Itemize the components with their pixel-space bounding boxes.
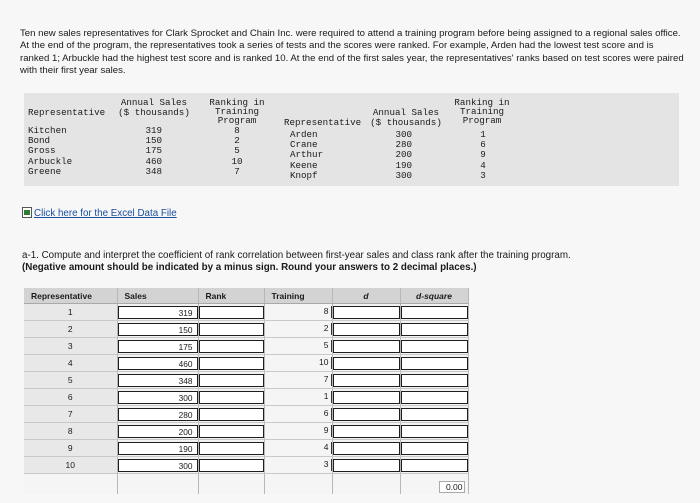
sales-input[interactable] [118,408,198,421]
rep-rank: 3 [480,169,486,181]
d-input[interactable] [333,442,400,455]
training-cell [264,372,332,389]
d-input[interactable] [333,340,400,353]
rank-cell[interactable] [198,440,264,457]
training-cell [264,304,332,321]
training-cell [264,321,332,338]
rank-input[interactable] [199,306,264,319]
table-row [24,338,468,355]
d-square-cell[interactable] [400,440,468,457]
rep-number: 5 [24,372,117,389]
d-square-input[interactable] [401,408,468,421]
rank-input[interactable] [199,323,264,336]
d-square-input[interactable] [401,323,468,336]
training-value: 5 [323,340,329,351]
training-value: 6 [323,408,329,419]
rep-rank: 10 [231,155,243,167]
rank-cell[interactable] [198,423,264,440]
sales-value: 319 [178,307,193,318]
table-row [24,389,468,406]
training-value: 8 [323,306,329,317]
d-square-input[interactable] [401,391,468,404]
sales-cell[interactable] [117,389,198,406]
rank-cell[interactable] [198,406,264,423]
left-names [28,126,72,177]
rep-name: Kitchen [28,125,67,136]
rank-input[interactable] [199,374,264,387]
rank-cell[interactable] [198,457,264,474]
rep-sales: 300 [395,129,412,140]
header-text: Training [459,106,505,117]
col-header-training: Training [264,288,332,304]
d-input[interactable] [333,323,400,336]
header-text: Ranking in [454,97,510,108]
question-block [22,250,682,274]
sales-cell[interactable] [117,372,198,389]
d-square-cell[interactable] [400,389,468,406]
rep-sales: 200 [395,149,412,161]
grid-total-row [24,474,468,495]
training-value: 10 [319,357,329,368]
header-annual-sales-right [364,108,448,128]
training-value: 4 [323,442,329,453]
rank-input[interactable] [199,340,264,353]
sales-value: 460 [178,358,193,369]
rep-number: 2 [24,321,117,338]
data-table-panel [24,93,679,186]
d-square-cell[interactable] [400,457,468,474]
d-square-cell[interactable] [400,321,468,338]
rep-name: Gross [28,145,56,157]
d-square-input[interactable] [401,442,468,455]
rep-number: 1 [24,304,117,321]
answer-grid [24,288,469,494]
d-cell[interactable] [332,389,400,406]
training-value: 2 [323,323,329,334]
right-sales [382,130,412,181]
sales-input[interactable] [118,306,198,319]
header-annual-sales-left [112,98,196,118]
rank-cell[interactable] [198,355,264,372]
d-square-input[interactable] [401,357,468,370]
training-value: 3 [323,459,329,470]
rep-name: Greene [28,165,62,177]
table-row [24,304,468,321]
d-input[interactable] [333,306,400,319]
d-square-cell[interactable] [400,372,468,389]
sales-value: 300 [178,460,193,471]
d-input[interactable] [333,408,400,421]
d-cell[interactable] [332,321,400,338]
table-row [24,440,468,457]
d-cell[interactable] [332,304,400,321]
rep-sales: 150 [145,135,162,147]
table-row [24,372,468,389]
col-header-d-square: d-square [400,288,468,304]
training-cell [264,423,332,440]
d-cell[interactable] [332,423,400,440]
excel-data-file-link[interactable] [22,207,177,219]
left-ranks [224,126,250,177]
training-cell [264,406,332,423]
grid-header-row [24,288,468,304]
col-header-d: d [332,288,400,304]
d-input[interactable] [333,425,400,438]
sales-input[interactable] [118,340,198,353]
rep-rank: 6 [480,139,486,151]
sales-input[interactable] [118,442,198,455]
right-ranks [470,130,496,181]
sales-value: 175 [178,341,193,352]
header-text: Representative [28,107,106,118]
header-text: Program [462,115,502,126]
sales-value: 348 [178,375,193,386]
sales-input[interactable] [118,374,198,387]
training-cell [264,440,332,457]
training-value: 1 [323,391,329,402]
header-text: Ranking in [209,97,265,108]
sales-input[interactable] [118,425,198,438]
rep-name: Arthur [290,149,324,161]
header-ranking-left [204,98,270,125]
rep-rank: 8 [234,125,240,136]
rank-cell[interactable] [198,321,264,338]
rep-rank: 7 [234,165,240,177]
sales-value: 190 [178,443,193,454]
excel-file-icon [22,207,32,218]
rank-input[interactable] [199,357,264,370]
d-square-cell[interactable] [400,406,468,423]
d-input[interactable] [333,459,400,472]
rep-sales: 460 [145,155,162,167]
header-text: ($ thousands) [118,107,190,119]
rep-rank: 2 [234,135,240,147]
sales-input[interactable] [118,357,198,370]
table-row [24,423,468,440]
excel-link-text[interactable]: Click here for the Excel Data File [34,208,177,219]
sales-value: 280 [178,409,193,420]
d-square-total: 0.00 [439,481,465,493]
intro-paragraph: Ten new sales representatives for Clark Sprocket and Chain Inc. were required to attend a training program before being assigned to a regional sales office. At the end of the program, the representatives took a series of tests and the scores were ranked. For example, Arden had the lowest test score and is ranked 1; Arbuckle had the highest test score and is ranked 10. At the end of the first sales year, the representatives' ranks based on test scores were paired with their first year sales. [20,28,684,76]
header-text: Representative [284,117,362,128]
rep-number: 8 [24,423,117,440]
d-cell[interactable] [332,338,400,355]
d-input[interactable] [333,374,400,387]
rep-name: Crane [290,139,318,151]
table-row [24,406,468,423]
rep-rank: 1 [480,129,486,140]
d-square-cell[interactable] [400,338,468,355]
d-square-cell[interactable] [400,355,468,372]
sales-input[interactable] [118,459,198,472]
col-header-representative: Representative [24,288,117,304]
rep-number: 6 [24,389,117,406]
rep-rank: 4 [480,159,486,171]
sales-cell[interactable] [117,355,198,372]
rep-sales: 280 [395,139,412,151]
d-cell[interactable] [332,372,400,389]
rep-name: Keene [290,159,318,171]
sales-value: 150 [178,324,193,335]
sales-cell[interactable] [117,304,198,321]
col-header-sales: Sales [117,288,198,304]
rank-cell[interactable] [198,304,264,321]
training-cell [264,338,332,355]
rank-input[interactable] [199,408,264,421]
sales-cell[interactable] [117,423,198,440]
header-text: Annual Sales [120,97,188,108]
question-text: a-1. Compute and interpret the coefficient of rank correlation between first-year sales and class rank after the training program. [22,250,571,261]
rep-name: Bond [28,135,51,147]
rank-cell[interactable] [198,389,264,406]
d-square-input[interactable] [401,374,468,387]
sales-cell[interactable] [117,321,198,338]
header-text: Annual Sales [372,107,440,118]
sales-cell[interactable] [117,457,198,474]
d-square-input[interactable] [401,306,468,319]
table-row [24,457,468,474]
header-text: ($ thousands) [370,117,442,129]
rep-name: Knopf [290,169,318,181]
training-cell [264,457,332,474]
d-square-input[interactable] [401,459,468,472]
col-header-rank: Rank [198,288,264,304]
rep-name: Arden [290,129,318,140]
d-cell[interactable] [332,355,400,372]
d-cell[interactable] [332,406,400,423]
table-row [24,321,468,338]
d-square-input[interactable] [401,425,468,438]
header-representative-left [28,108,105,118]
d-square-cell[interactable] [400,304,468,321]
sales-cell[interactable] [117,406,198,423]
rep-number: 7 [24,406,117,423]
d-input[interactable] [333,357,400,370]
rank-input[interactable] [199,425,264,438]
header-text: Program [217,115,257,126]
header-ranking-right [449,98,515,125]
left-sales [132,126,162,177]
d-square-cell[interactable] [400,423,468,440]
rep-name: Arbuckle [28,155,73,167]
training-value: 7 [323,374,329,385]
training-cell [264,389,332,406]
rank-cell[interactable] [198,338,264,355]
rep-rank: 5 [234,145,240,157]
rep-sales: 319 [145,125,162,136]
rep-sales: 348 [145,165,162,177]
d-cell[interactable] [332,440,400,457]
sales-value: 200 [178,426,193,437]
training-value: 9 [323,425,329,436]
d-cell[interactable] [332,457,400,474]
sales-cell[interactable] [117,338,198,355]
table-row [24,355,468,372]
rep-sales: 175 [145,145,162,157]
question-note: (Negative amount should be indicated by a minus sign. Round your answers to 2 decimal places.) [22,262,477,273]
header-representative-right [284,118,361,128]
sales-value: 300 [178,392,193,403]
rep-rank: 9 [480,149,486,161]
rep-sales: 300 [395,169,412,181]
rank-input[interactable] [199,442,264,455]
right-names [290,130,323,181]
rep-sales: 190 [395,159,412,171]
d-input[interactable] [333,391,400,404]
training-cell [264,355,332,372]
rank-input[interactable] [199,391,264,404]
rank-cell[interactable] [198,372,264,389]
rep-number: 9 [24,440,117,457]
rep-number: 4 [24,355,117,372]
rep-number: 10 [24,457,117,474]
d-square-input[interactable] [401,340,468,353]
rank-input[interactable] [199,459,264,472]
sales-input[interactable] [118,323,198,336]
rep-number: 3 [24,338,117,355]
sales-cell[interactable] [117,440,198,457]
header-text: Training [214,106,260,117]
sales-input[interactable] [118,391,198,404]
